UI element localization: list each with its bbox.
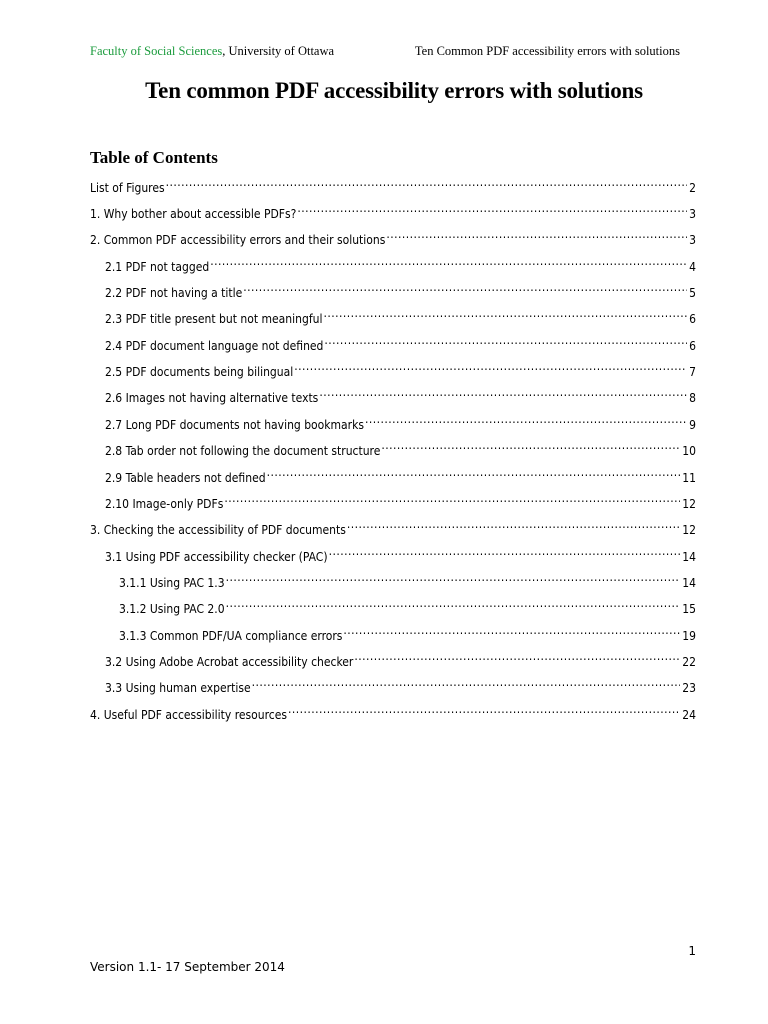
toc-dot-leader (297, 198, 687, 218)
toc-entry-label: 1. Why bother about accessible PDFs? (90, 207, 297, 221)
toc-entry[interactable] (90, 172, 696, 195)
toc-dot-leader (294, 356, 687, 376)
header-faculty: Faculty of Social Sciences (90, 44, 223, 58)
toc-entry-label: 3.2 Using Adobe Acrobat accessibility checker (105, 654, 354, 669)
toc-entry-page: 8 (689, 391, 696, 406)
toc-heading: Table of Contents (90, 148, 218, 167)
toc-entry-page: 3 (689, 233, 696, 248)
toc-entry-label: 2. Common PDF accessibility errors and their solutions (90, 233, 386, 248)
toc-entry-page: 7 (689, 365, 696, 380)
toc-entry-page: 4 (689, 259, 696, 274)
header-university: , University of Ottawa (222, 44, 335, 58)
toc-entry-page: 6 (689, 338, 696, 353)
toc-entry-label: 2.8 Tab order not following the document structure (105, 444, 381, 459)
toc-dot-leader (324, 330, 687, 350)
toc-dot-leader (381, 435, 680, 455)
toc-dot-leader (319, 382, 687, 402)
toc-entry[interactable] (90, 699, 696, 722)
toc-entry-label: 2.7 Long PDF documents not having bookmarks (105, 417, 364, 432)
toc-entry[interactable] (119, 593, 696, 617)
toc-entry-page: 6 (689, 312, 696, 327)
header-affiliation (90, 44, 334, 59)
document-title: Ten common PDF accessibility errors with solutions (145, 78, 643, 103)
header-running-title: Ten Common PDF accessibility errors with solutions (414, 44, 680, 58)
toc-entry-page: 22 (682, 654, 696, 669)
toc-entry[interactable] (119, 620, 696, 643)
toc-entry-page: 2 (689, 181, 696, 195)
toc-entry-page: 11 (682, 470, 696, 485)
toc-dot-leader (210, 251, 687, 271)
toc-dot-leader (323, 303, 687, 323)
toc-dot-leader (354, 646, 680, 666)
toc-entry-page: 23 (682, 681, 696, 696)
toc-entry-label: 2.1 PDF not tagged (105, 259, 210, 274)
footer-version: Version 1.1- 17 September 2014 (90, 960, 285, 974)
toc-entry[interactable] (105, 672, 696, 696)
toc-entry-label: 3.1 Using PDF accessibility checker (PAC) (105, 549, 328, 564)
toc-dot-leader (288, 699, 680, 719)
toc-entry[interactable] (119, 567, 696, 590)
toc-entry-label: 2.5 PDF documents being bilingual (105, 365, 294, 380)
toc-dot-leader (226, 567, 681, 587)
toc-dot-leader (166, 172, 688, 192)
toc-dot-leader (267, 462, 681, 482)
toc-entry[interactable] (105, 541, 696, 564)
toc-entry[interactable] (105, 382, 696, 406)
toc-entry-label: 3.3 Using human expertise (105, 681, 251, 696)
toc-entry-label: 3.1.2 Using PAC 2.0 (119, 602, 225, 617)
toc-entry-label: 2.10 Image-only PDFs (105, 496, 224, 511)
toc-entry-page: 15 (682, 602, 696, 617)
toc-entry-label: 3.1.1 Using PAC 1.3 (119, 575, 225, 590)
running-header (90, 44, 680, 62)
toc-entry-label: 2.2 PDF not having a title (105, 286, 243, 301)
toc-entry-page: 9 (689, 417, 696, 432)
toc-entry-page: 14 (682, 575, 696, 590)
page-number: 1 (688, 944, 696, 958)
toc-dot-leader (226, 593, 681, 613)
toc-entry[interactable] (105, 409, 696, 432)
toc-dot-leader (252, 672, 681, 692)
toc-entry-page: 19 (682, 628, 696, 643)
toc-entry[interactable] (105, 330, 696, 353)
toc-entry[interactable] (105, 462, 696, 485)
toc-entry[interactable] (105, 251, 696, 274)
toc-entry-label: 4. Useful PDF accessibility resources (90, 707, 287, 722)
toc-dot-leader (347, 514, 680, 534)
toc-entry[interactable] (105, 277, 696, 301)
toc-entry-label: 2.6 Images not having alternative texts (105, 391, 319, 406)
toc-entry[interactable] (90, 514, 696, 538)
toc-entry-label: 2.9 Table headers not defined (105, 470, 266, 485)
toc-entry-page: 14 (682, 549, 696, 564)
toc-entry[interactable] (90, 198, 696, 221)
toc-dot-leader (243, 277, 687, 297)
toc-entry[interactable] (105, 435, 696, 459)
toc-entry[interactable] (105, 303, 696, 327)
toc-dot-leader (224, 488, 680, 508)
toc-dot-leader (329, 541, 681, 561)
toc-entry-page: 5 (689, 286, 696, 301)
toc-entry[interactable] (105, 646, 696, 669)
toc-entry[interactable] (90, 224, 696, 248)
toc-entry-page: 10 (682, 444, 696, 459)
toc-entry-label: 2.3 PDF title present but not meaningful (105, 312, 323, 327)
toc-dot-leader (343, 620, 680, 640)
toc-entry[interactable] (105, 488, 696, 511)
toc-entry-page: 12 (682, 523, 696, 538)
toc-entry-label: 2.4 PDF document language not defined (105, 338, 324, 353)
toc-entry-label: 3.1.3 Common PDF/UA compliance errors (119, 628, 343, 643)
toc-entry-label: 3. Checking the accessibility of PDF documents (90, 523, 346, 538)
toc-entry-page: 12 (682, 496, 696, 511)
toc-entry-label: List of Figures (90, 181, 165, 195)
toc-dot-leader (386, 224, 687, 244)
toc-entry-page: 3 (689, 207, 696, 221)
toc-entry[interactable] (105, 356, 696, 380)
toc-entry-page: 24 (682, 707, 696, 722)
toc-dot-leader (365, 409, 687, 429)
